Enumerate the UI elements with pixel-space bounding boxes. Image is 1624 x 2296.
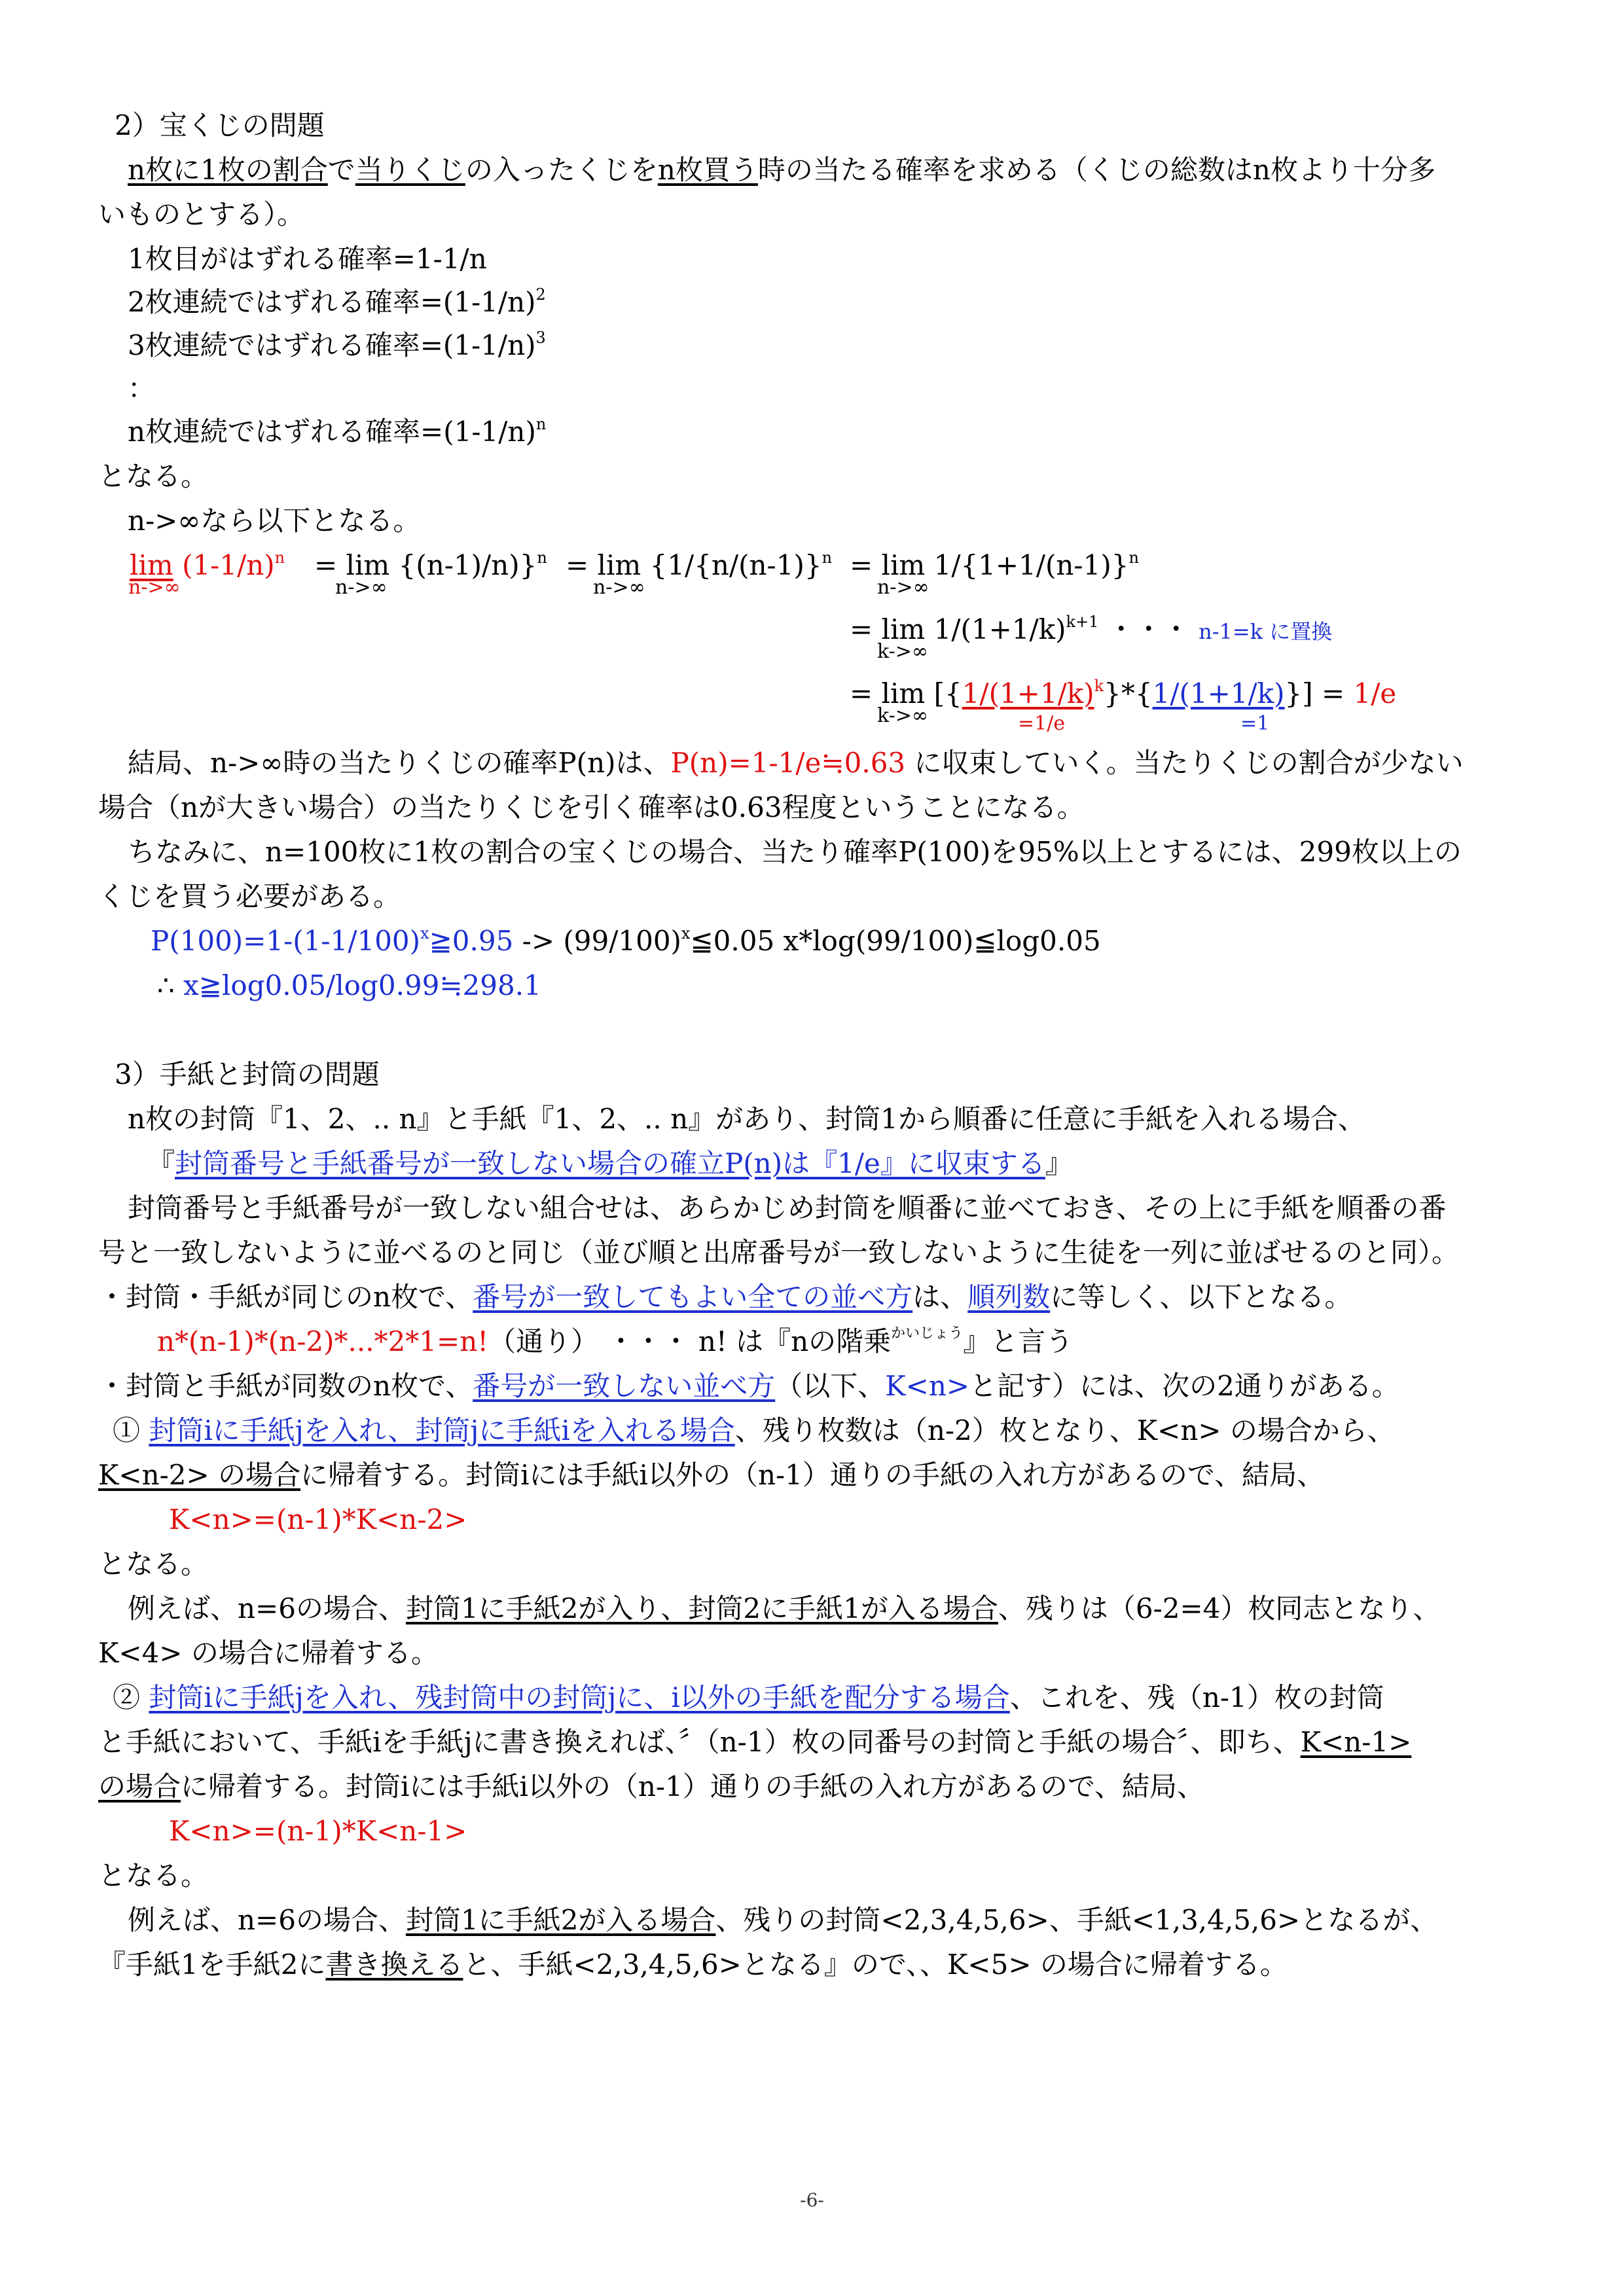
s3-case-1-cont: K<n-2> の場合に帰着する。封筒iには手紙i以外の（n-1）通りの手紙の入れ方があるので、結局、 [98, 1459, 1325, 1491]
s2-line-4: ： [128, 372, 156, 404]
s2-line-5: n枚連続ではずれる確率$=(1-1/n)^n$ [128, 415, 547, 448]
s3-factorial-formula: n*(n-1)*(n-2)*...*2*1=n!（通り） ・・・ n! は『nの階乗$^{かいじょう}$』と言う [157, 1325, 1074, 1357]
s3-paragraph-1: n枚の封筒『1、2、.. n』と手紙『1、2、.. n』があり、封筒1から順番に任意に手紙を入れる場合、 [128, 1103, 1365, 1135]
s3-paragraph-2: 封筒番号と手紙番号が一致しない組合せは、あらかじめ封筒を順番に並べておき、その上に手紙を順番の番 [128, 1192, 1447, 1224]
s3-case-2-cont-2: の場合に帰着する。封筒iには手紙i以外の（n-1）通りの手紙の入れ方があるので、結局、 [98, 1770, 1205, 1803]
section-2-title: 2）宝くじの問題 [115, 109, 325, 141]
s3-case-2: ② 封筒iに手紙jを入れ、残封筒中の封筒jに、i以外の手紙を配分する場合、これを、残（n-1）枚の封筒 [113, 1681, 1384, 1713]
s2-paragraph-3: ちなみに、n=100枚に1枚の割合の宝くじの場合、当たり確率P(100)を95%以上とするには、299枚以上の [128, 836, 1462, 868]
document-page: 2）宝くじの問題 n枚に1枚の割合で当りくじの入ったくじをn枚買う時の当たる確率を求める（くじの総数はn枚より十分多 いものとする）。 1枚目がはずれる確率=1-1/n 2枚連続ではずれる確率$=(1-1/n)^2$ 3枚連続ではずれる確率$=(1-1/n)^3$ ： n枚連続ではずれる確率$=(1-1/n)^n$ となる。 n->∞なら以下となる。 $\lim (1-1/n)^n$ n->∞ = $\lim \{(n-1)/n)\}^n$ n->∞ = $\lim \{1/\{n/(n-1)\}^n$ n->∞ = $\lim 1/\{1+1/(n-1)\}^n$ n->∞ = $\lim 1/(1+1/k)^{k+1}$ ・・・ n-1=k に置換 k->∞ = $\lim [\{1/(1+1/k)^k\}*\{1/(1+1/k)\}] = 1/e$ k->∞ =1/e =1 結局、n->∞時の当たりくじの確率P(n)は、P(n)=1-1/e≒0.63 に収束していく。当たりくじの割合が少ない 場合（nが大きい場合）の当たりくじを引く確率は0.63程度ということになる。 ちなみに、n=100枚に1枚の割合の宝くじの場合、当たり確率P(100)を95%以上とするには、299枚以上の くじを買う必要がある。 $P(100)=1-(1-1/100)^x≧0.95$ -> $(99/100)^x≦0.05$ x*log(99/100)≦log0.05 ∴ x≧log0.05/log0.99≒298.1 3）手紙と封筒の問題 n枚の封筒『1、2、.. n』と手紙『1、2、.. n』があり、封筒1から順番に任意に手紙を入れる場合、 『封筒番号と手紙番号が一致しない場合の確立P(n)は『1/e』に収束する』 封筒番号と手紙番号が一致しない組合せは、あらかじめ封筒を順番に並べておき、その上に手紙を順番の番 号と一致しないように並べるのと同じ（並び順と出席番号が一致しないように生徒を一列に並ばせるのと同）。 ・封筒・手紙が同じのn枚で、番号が一致してもよい全ての並べ方は、順列数に等しく、以下となる。 n*(n-1)*(n-2)*...*2*1=n!（通り） ・・・ n! は『nの階乗$^{かいじょう}$』と言う ・封筒と手紙が同数のn枚で、番号が一致しない並べ方（以下、K<n>と記す）には、次の2通りがある。 ① 封筒iに手紙jを入れ、封筒jに手紙iを入れる場合、残り枚数は（n-2）枚となり、K<n> の場合から、 K<n-2> の場合に帰着する。封筒iには手紙i以外の（n-1）通りの手紙の入れ方があるので、結局、 K<n>=(n-1)*K<n-2> となる。 例えば、n=6の場合、封筒1に手紙2が入り、封筒2に手紙1が入る場合、残りは（6-2=4）枚同志となり、 K<4> の場合に帰着する。 ② 封筒iに手紙jを入れ、残封筒中の封筒jに、i以外の手紙を配分する場合、これを、残（n-1）枚の封筒 と手紙において、手紙iを手紙jに書き換えれば、〞（n-1）枚の同番号の封筒と手紙の場合〞、即ち、K<n-1> の場合に帰着する。封筒iには手紙i以外の（n-1）通りの手紙の入れ方があるので、結局、 K<n>=(n-1)*K<n-1> となる。 例えば、n=6の場合、封筒1に手紙2が入る場合、残りの封筒<2,3,4,5,6>、手紙<1,3,4,5,6>となるが、 『手紙1を手紙2に書き換えると、手紙<2,3,4,5,6>となる』ので、、K<5> の場合に帰着する。 -6- [0, 0, 1624, 2296]
s2-paragraph-1-cont: いものとする）。 [98, 198, 305, 230]
s2-line-1: 1枚目がはずれる確率=1-1/n [128, 243, 487, 275]
s2-line-7: n->∞なら以下となる。 [128, 505, 421, 537]
s2-line-6: となる。 [98, 460, 209, 492]
s3-paragraph-2-cont: 号と一致しないように並べるのと同じ（並び順と出席番号が一致しないように生徒を一列に並ばせるのと同）。 [98, 1236, 1460, 1268]
s3-case-1-end: となる。 [98, 1548, 209, 1580]
s3-case-1-formula: K<n>=(n-1)*K<n-2> [169, 1503, 467, 1535]
page-number: -6- [800, 2189, 824, 2211]
s2-line-3: 3枚連続ではずれる確率$=(1-1/n)^3$ [128, 329, 546, 361]
s2-paragraph-3-cont: くじを買う必要がある。 [98, 880, 401, 912]
s3-example-1: 例えば、n=6の場合、封筒1に手紙2が入り、封筒2に手紙1が入る場合、残りは（6-2=4）枚同志となり、 [128, 1592, 1441, 1624]
s3-case-1: ① 封筒iに手紙jを入れ、封筒jに手紙iを入れる場合、残り枚数は（n-2）枚となり、K<n> の場合から、 [113, 1414, 1395, 1446]
s3-case-2-cont: と手紙において、手紙iを手紙jに書き換えれば、〞（n-1）枚の同番号の封筒と手紙の場合〞、即ち、K<n-1> [98, 1726, 1412, 1758]
s3-bullet-2: ・封筒と手紙が同数のn枚で、番号が一致しない並べ方（以下、K<n>と記す）には、次の2通りがある。 [98, 1370, 1399, 1402]
s2-paragraph-1: n枚に1枚の割合で当りくじの入ったくじをn枚買う時の当たる確率を求める（くじの総数はn枚より十分多 [128, 154, 1435, 186]
section-3-title: 3）手紙と封筒の問題 [115, 1058, 380, 1090]
s2-formula-2: ∴ x≧log0.05/log0.99≒298.1 [157, 969, 541, 1001]
s3-example-2-cont: 『手紙1を手紙2に書き換えると、手紙<2,3,4,5,6>となる』ので、、K<5> の場合に帰着する。 [98, 1948, 1288, 1981]
s3-case-2-end: となる。 [98, 1859, 209, 1892]
s2-line-2: 2枚連続ではずれる確率$=(1-1/n)^2$ [128, 285, 546, 318]
s3-theorem: 『封筒番号と手紙番号が一致しない場合の確立P(n)は『1/e』に収束する』 [147, 1147, 1073, 1179]
s3-example-2: 例えば、n=6の場合、封筒1に手紙2が入る場合、残りの封筒<2,3,4,5,6>、手紙<1,3,4,5,6>となるが、 [128, 1904, 1438, 1936]
s3-bullet-1: ・封筒・手紙が同じのn枚で、番号が一致してもよい全ての並べ方は、順列数に等しく、以下となる。 [98, 1281, 1352, 1313]
s2-formula-1: $P(100)=1-(1-1/100)^x≧0.95$ -> $(99/100)^x≦0.05$ x*log(99/100)≦log0.05 [151, 924, 1101, 957]
s2-paragraph-2-cont: 場合（nが大きい場合）の当たりくじを引く確率は0.63程度ということになる。 [98, 791, 1085, 823]
s3-example-1-cont: K<4> の場合に帰着する。 [98, 1637, 439, 1669]
s3-case-2-formula: K<n>=(n-1)*K<n-1> [169, 1815, 467, 1847]
s2-paragraph-2: 結局、n->∞時の当たりくじの確率P(n)は、P(n)=1-1/e≒0.63 に収束していく。当たりくじの割合が少ない [128, 747, 1464, 779]
